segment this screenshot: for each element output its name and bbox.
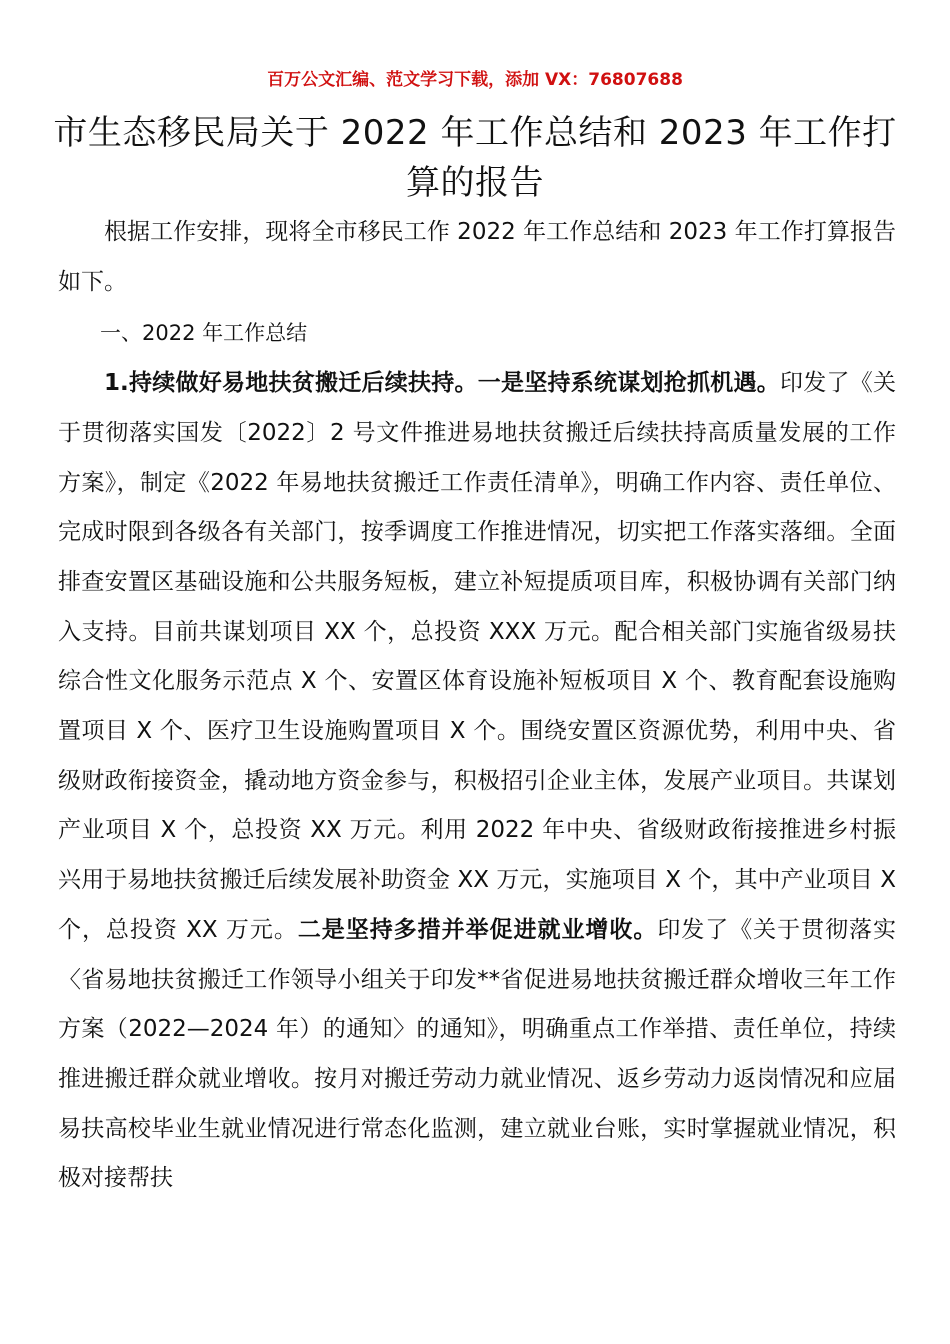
intro-paragraph: 根据工作安排，现将全市移民工作 2022 年工作总结和 2023 年工作打算报告如下。 [58, 219, 896, 295]
section-heading: 一、2022 年工作总结 [100, 321, 308, 346]
document-title: 市生态移民局关于 2022 年工作总结和 2023 年工作打算的报告 [53, 113, 897, 203]
paragraph-text: 印发了《关于贯彻落实国发〔2022〕2 号文件推进易地扶贫搬迁后续扶持高质量发展的工作方案》，制定《2022 年易地扶贫搬迁工作责任清单》，明确工作内容、责任单位、完成时限到各级各有关部门，按季调度工作推进情况，切实把工作落实落细。全面排查安置区基础设施和公共服务短板，建立补短提质项目库，积极协调有关部门纳入支持。目前共谋划项目 XX 个，总投资 XXX 万元。配合相关部门实施省级易扶综合性文化服务示范点 X 个、安置区体育设施补短板项目 X 个、教育配套设施购置项目 X 个、医疗卫生设施购置项目 X 个。围绕安置区资源优势，利用中央、省级财政衔接资金，撬动地方资金参与，积极招引企业主体，发展产业项目。共谋划产业项目 X 个，总投资 XX 万元。利用 2022 年中央、省级财政衔接推进乡村振兴用于易地扶贫搬迁后续发展补助资金 XX 万元，实施项目 X 个，其中产业项目 X 个，总投资 XX 万元。 [58, 370, 896, 943]
bold-lead: 1.持续做好易地扶贫搬迁后续扶持。一是坚持系统谋划抢抓机遇。 [104, 370, 780, 397]
bold-subheading: 二是坚持多措并举促进就业增收。 [297, 916, 658, 943]
paragraph-text: 印发了《关于贯彻落实〈省易地扶贫搬迁工作领导小组关于印发**省促进易地扶贫搬迁群众增收三年工作方案（2022—2024 年）的通知〉的通知》，明确重点工作举措、责任单位，持续推进搬迁群众就业增收。按月对搬迁劳动力就业情况、返乡劳动力返岗情况和应届易扶高校毕业生就业情况进行常态化监测，建立就业台账，实时掌握就业情况，积极对接帮扶 [58, 916, 897, 1192]
document-body [58, 208, 896, 1204]
watermark-banner: 百万公文汇编、范文学习下载，添加 VX：76807688 [267, 70, 683, 90]
body-paragraph [58, 359, 896, 1204]
